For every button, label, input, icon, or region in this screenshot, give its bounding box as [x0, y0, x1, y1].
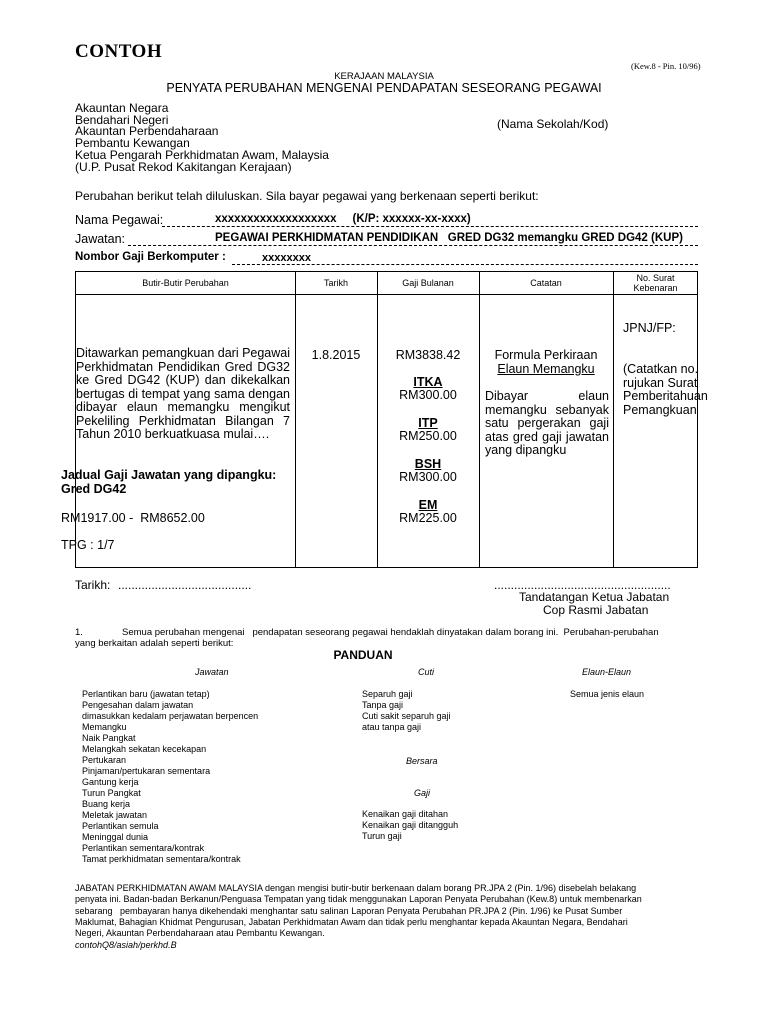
jadual-grade: Gred DG42 [61, 482, 127, 496]
list-item: Tamat perkhidmatan sementara/kontrak [82, 854, 241, 864]
contoh-heading: CONTOH [75, 41, 163, 62]
itp-value: RM250.00 [399, 429, 457, 443]
surat-note: (Catatkan no. rujukan Surat Pemberitahuan Pemangkuan [623, 362, 708, 417]
panduan-gaji-head: Gaji [414, 788, 431, 798]
signature-line-1: Tandatangan Ketua Jabatan [519, 590, 670, 604]
nombor-gaji-value: xxxxxxxx [262, 252, 311, 264]
list-item: Separuh gaji [362, 689, 413, 699]
panduan-jawatan-head: Jawatan [195, 667, 229, 677]
recipient: Bendahari Negeri [75, 112, 169, 127]
panduan-cuti-head: Cuti [418, 667, 435, 677]
tarikh-label: Tarikh: [75, 578, 111, 592]
recipients-list [75, 103, 329, 173]
gaji-amount: RM3838.42 [395, 348, 461, 362]
footer-line: penyata ini. Badan-badan Berkanun/Penguasa Tempatan yang tidak menggunakan Laporan Penyata Perubahan (Kew.8) untuk membenarkan [75, 894, 642, 905]
itka-label: ITKA [413, 374, 443, 389]
intro-text: Perubahan berikut telah diluluskan. Sila bayar pegawai yang berkenaan seperti berikut: [75, 189, 539, 203]
catatan-text: Dibayar elaun memangku sebanyak satu pergerakan gaji atas gred gaji jawatan yang dipangku [485, 389, 609, 457]
butir-text: Ditawarkan pemangkuan dari Pegawai Perkhidmatan Pendidikan Gred DG32 ke Gred DG42 (KUP) dan dikekalkan bertugas di tempat yang sama dengan dibayar elaun memangku mengikut Pekeliling Perkhidmatan Bilangan 7 Tahun 2010 berkuatkuasa mulai…. [76, 346, 291, 441]
list-item: Perlantikan sementara/kontrak [82, 843, 205, 853]
list-item: Pengesahan dalam jawatan [82, 700, 194, 710]
signature-line-2: Cop Rasmi Jabatan [543, 603, 649, 617]
list-item: Kenaikan gaji ditahan [362, 809, 449, 819]
changes-table [61, 271, 708, 568]
nama-label: Nama Pegawai: [75, 213, 164, 227]
em-label: EM [418, 497, 438, 512]
panduan-elaun-item: Semua jenis elaun [570, 689, 645, 699]
panduan-cuti-list [362, 689, 451, 733]
catatan-subtitle-text: Elaun Memangku [497, 362, 595, 376]
school-code: (Nama Sekolah/Kod) [497, 117, 609, 131]
jawatan-value: PEGAWAI PERKHIDMATAN PENDIDIKAN GRED DG32 memangku GRED DG42 (KUP) [215, 232, 683, 244]
nombor-gaji-label: Nombor Gaji Berkomputer : [75, 251, 226, 263]
footer-line: sebarang pembayaran hanya dikehendaki menghantar satu salinan Laporan Penyata Perubahan PR.JPA 2 (Pin. 1/96) ke Pusat Sumber [75, 905, 623, 916]
list-item: Melangkah sekatan kecekapan [82, 744, 207, 754]
itp-label: ITP [418, 415, 438, 430]
document-title: PENYATA PERUBAHAN MENGENAI PENDAPATAN SESEORANG PEGAWAI [166, 81, 602, 95]
list-item: Turun gaji [362, 831, 402, 841]
tpg: TPG : 1/7 [61, 538, 115, 552]
list-item: Pinjaman/pertukaran sementara [82, 766, 211, 776]
surat-ref: JPNJ/FP: [623, 321, 676, 335]
form-reference: (Kew.8 - Pin. 10/96) [631, 61, 701, 71]
salary-range: RM1917.00 - RM8652.00 [61, 511, 205, 525]
file-reference: contohQ8/asiah/perkhd.B [75, 940, 177, 950]
itka-value: RM300.00 [399, 388, 457, 402]
list-item: Turun Pangkat [82, 788, 141, 798]
catatan-subtitle [479, 363, 613, 377]
recipient: Akauntan Negara [75, 101, 169, 115]
list-item: Gantung kerja [82, 777, 139, 787]
government-name: KERAJAAN MALAYSIA [334, 71, 434, 82]
recipient: Akauntan Perbendaharaan [75, 124, 219, 139]
note-number: 1. [75, 627, 83, 638]
list-item: Meninggal dunia [82, 832, 149, 842]
header-tarikh: Tarikh [323, 278, 348, 288]
jawatan-label: Jawatan: [75, 232, 126, 246]
tarikh-value: 1.8.2015 [311, 348, 361, 362]
list-item: Pertukaran [82, 755, 127, 765]
panduan-bersara-head: Bersara [406, 756, 438, 766]
footer-paragraph [75, 883, 642, 939]
bsh-label: BSH [414, 456, 442, 471]
footer-line: JABATAN PERKHIDMATAN AWAM MALAYSIA dengan mengisi butir-butir berkenaan dalam borang PR.JPA 2 (Pin. 1/96) disebelah belakang [75, 883, 637, 893]
list-item: Buang kerja [82, 799, 131, 809]
note-text: Semua perubahan mengenai pendapatan seseorang pegawai hendaklah dinyatakan dalam borang ini. Perubahan-perubahan [122, 627, 659, 638]
bsh-value: RM300.00 [399, 470, 457, 484]
panduan-title: PANDUAN [333, 648, 393, 662]
list-item: dimasukkan kedalam perjawatan berpencen [82, 711, 259, 721]
gaji-value [377, 349, 479, 526]
list-item: Kenaikan gaji ditangguh [362, 820, 459, 830]
tarikh-dots: ........................................ [118, 578, 252, 592]
catatan-title: Formula Perkiraan [494, 348, 598, 362]
signature-dots: ..................................................... [494, 578, 671, 592]
footer-line: Maklumat, Bahagian Khidmat Pengurusan, Jabatan Perkhidmatan Awam dan tidak perlu menghantar kepada Akauntan Negara, Bendahari [75, 916, 628, 927]
panduan-jawatan-list [82, 689, 258, 865]
recipient: Ketua Pengarah Perkhidmatan Awam, Malaysia [75, 147, 329, 162]
header-gaji-bulanan: Gaji Bulanan [402, 278, 454, 288]
list-item: Cuti sakit separuh gaji [362, 711, 451, 721]
panduan-gaji-list [362, 809, 458, 842]
list-item: atau tanpa gaji [362, 722, 422, 732]
header-catatan: Catatan [530, 278, 562, 288]
recipient: Pembantu Kewangan [75, 136, 190, 151]
list-item: Perlantikan semula [82, 821, 159, 831]
nama-value: xxxxxxxxxxxxxxxxxxx (K/P: xxxxxx-xx-xxxx) [215, 213, 471, 225]
list-item: Perlantikan baru (jawatan tetap) [82, 689, 210, 699]
list-item: Memangku [82, 722, 127, 732]
list-item: Naik Pangkat [82, 733, 136, 743]
panduan-elaun-head: Elaun-Elaun [582, 667, 632, 677]
recipient: (U.P. Pusat Rekod Kakitangan Kerajaan) [75, 159, 292, 174]
header-no-surat: No. Surat Kebenaran [633, 273, 678, 293]
em-value: RM225.00 [399, 511, 457, 525]
note-text-2: yang berkaitan adalah seperti berikut: [75, 638, 234, 649]
list-item: Tanpa gaji [362, 700, 404, 710]
footer-line: Negeri, Akauntan Perbendaharaan atau Pembantu Kewangan. [75, 928, 325, 939]
list-item: Meletak jawatan [82, 810, 148, 820]
header-butir: Butir-Butir Perubahan [142, 278, 229, 288]
jadual-title: Jadual Gaji Jawatan yang dipangku: [61, 468, 277, 482]
